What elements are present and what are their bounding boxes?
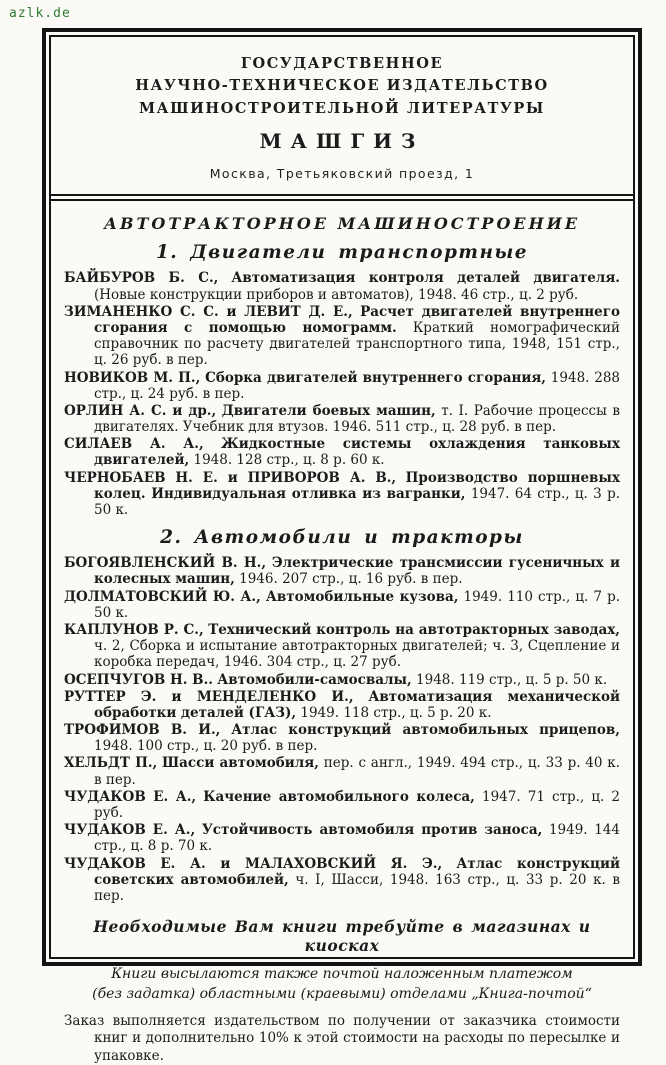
- entry-title: Автоматизация механической обработки деталей (ГАЗ),: [94, 688, 620, 721]
- entry-author: ОРЛИН А. С. и др.,: [64, 402, 217, 419]
- book-entry: [64, 822, 620, 854]
- entry-title: Атлас конструкций советских автомобилей,: [94, 855, 620, 888]
- mail-note-line-1: Книги высылаются также почтой наложенным платежом: [111, 966, 573, 983]
- book-entry: [64, 755, 620, 787]
- entry-title: Расчет двигателей внутреннего сгорания с помощью номограмм.: [94, 303, 620, 336]
- entry-title: Устойчивость автомобиля против заноса,: [201, 822, 543, 839]
- publisher-address: Москва, Третьяковский проезд, 1: [209, 166, 475, 182]
- entry-details: 1948. 128 стр., ц. 8 р. 60 к.: [193, 452, 385, 469]
- entry-title: Автомобили-самосвалы,: [217, 671, 412, 688]
- publisher-line-2: НАУЧНО-ТЕХНИЧЕСКОЕ ИЗДАТЕЛЬСТВО: [135, 77, 549, 95]
- entry-author: РУТТЕР Э. и МЕНДЕЛЕНКО И.,: [64, 688, 354, 705]
- entry-details: 1948. 119 стр., ц. 5 р. 50 к.: [416, 671, 608, 688]
- mail-note-line-2: (без задатка) областными (краевыми) отделами „Книга-почтой“: [92, 986, 592, 1003]
- entry-details: 1949. 118 стр., ц. 5 р. 20 к.: [300, 704, 492, 721]
- book-entry: [64, 370, 620, 402]
- publisher-brand: МАШГИЗ: [259, 129, 425, 154]
- entry-author: ОСЕПЧУГОВ Н. В..: [64, 671, 213, 688]
- watermark-azlk: azlk.de: [9, 6, 71, 21]
- book-entry: [64, 555, 620, 587]
- entry-details: ч. I, Шасси, 1948. 163 стр., ц. 33 р. 20 к. в пер.: [94, 871, 621, 904]
- entry-title: Автоматизация контроля деталей двигателя.: [231, 270, 620, 287]
- catalog-sections: [64, 242, 620, 904]
- section-heading-2: 2. Автомобили и тракторы: [160, 527, 524, 549]
- entry-author: ЧУДАКОВ Е. А. и МАЛАХОВСКИЙ Я. Э.,: [64, 855, 443, 872]
- book-entry: [64, 304, 620, 369]
- section-heading-1: 1. Двигатели транспортные: [155, 242, 529, 264]
- page-frame: [42, 28, 642, 1064]
- entry-author: ТРОФИМОВ В. И.,: [64, 722, 221, 739]
- book-entry: [64, 622, 620, 671]
- book-entry: [64, 789, 620, 821]
- entry-title: Шасси автомобиля,: [162, 755, 319, 772]
- entry-author: ЧУДАКОВ Е. А.,: [64, 788, 197, 805]
- entry-details: Краткий номографический справочник по расчету двигателей транспортного типа, 1948, 151 стр., ц. 26 руб. в пер.: [94, 319, 620, 369]
- entry-author: ХЕЛЬДТ П.,: [64, 755, 158, 772]
- entry-title: Жидкостные системы охлаждения танковых двигателей,: [94, 436, 620, 469]
- order-note: Заказ выполняется издательством по получении от заказчика стоимости книг и дополнительно 10% к этой стоимости на расходы по пересылке и упаковке.: [64, 1012, 620, 1064]
- entry-author: ЧУДАКОВ Е. А.,: [64, 822, 196, 839]
- book-entry: [64, 270, 620, 302]
- page-frame-inner: [49, 35, 635, 1064]
- entry-details: ч. 2, Сборка и испытание автотракторных двигателей; ч. 3, Сцепление и коробка передач, 1946. 304 стр., ц. 27 руб.: [94, 638, 620, 671]
- publisher-header: [64, 37, 620, 194]
- mail-note: [64, 964, 620, 1005]
- entry-details: 1947. 71 стр., ц. 2 руб.: [94, 788, 621, 822]
- book-entry: [64, 403, 620, 435]
- entry-author: ЧЕРНОБАЕВ Н. Е. и ПРИВОРОВ А. В.,: [64, 469, 397, 486]
- entry-author: ЗИМАНЕНКО С. С. и ЛЕВИТ Д. Е.,: [64, 303, 353, 320]
- entry-author: БАЙБУРОВ Б. С.,: [64, 270, 219, 287]
- entry-details: 1946. 207 стр., ц. 16 руб. в пер.: [239, 571, 463, 588]
- entry-details: 1949. 144 стр., ц. 8 р. 70 к.: [94, 822, 620, 855]
- entry-title: Качение автомобильного колеса,: [203, 788, 475, 805]
- entry-title: Двигатели боевых машин,: [221, 402, 436, 419]
- catalog-title: АВТОТРАКТОРНОЕ МАШИНОСТРОЕНИЕ: [103, 214, 581, 234]
- entry-title: Производство поршневых колец. Индивидуальная отливка из вагранки,: [94, 469, 620, 502]
- book-entry: [64, 470, 620, 519]
- entry-author: НОВИКОВ М. П.,: [64, 369, 201, 386]
- entry-details: (Новые конструкции приборов и автоматов), 1948. 46 стр., ц. 2 руб.: [94, 286, 579, 303]
- book-entry: [64, 436, 620, 468]
- publisher-line-1: ГОСУДАРСТВЕННОЕ: [240, 55, 444, 72]
- book-entry: [64, 589, 620, 621]
- entry-details: 1948. 288 стр., ц. 24 руб. в пер.: [94, 369, 620, 402]
- publisher-line-3: МАШИНОСТРОИТЕЛЬНОЙ ЛИТЕРАТУРЫ: [139, 99, 545, 117]
- entry-author: ДОЛМАТОВСКИЙ Ю. А.,: [64, 588, 261, 605]
- header-divider: [51, 194, 633, 201]
- footer-slogan: Необходимые Вам книги требуйте в магазинах и киосках: [93, 917, 591, 956]
- book-entry: [64, 856, 620, 905]
- entry-author: КАПЛУНОВ Р. С.,: [64, 621, 204, 638]
- entry-details: 1948. 100 стр., ц. 20 руб. в пер.: [94, 738, 318, 755]
- entry-details: т. I. Рабочие процессы в двигателях. Учебник для втузов. 1946. 511 стр., ц. 28 руб. в пер.: [94, 402, 620, 436]
- book-entry: [64, 689, 620, 721]
- entry-author: БОГОЯВЛЕНСКИЙ В. Н.,: [64, 555, 267, 572]
- entry-title: Атлас конструкций автомобильных прицепов,: [231, 722, 621, 739]
- entry-details: 1949. 110 стр., ц. 7 р. 50 к.: [94, 588, 621, 621]
- entry-title: Электрические трансмиссии гусеничных и колесных машин,: [94, 555, 621, 588]
- entry-details: пер. с англ., 1949. 494 стр., ц. 33 р. 40 к. в пер.: [94, 755, 620, 788]
- entry-details: 1947. 64 стр., ц. 3 р. 50 к.: [94, 485, 620, 519]
- entry-author: СИЛАЕВ А. А.,: [64, 436, 204, 453]
- book-entry: [64, 722, 620, 754]
- entry-title: Технический контроль на автотракторных заводах,: [208, 621, 620, 638]
- entry-title: Автомобильные кузова,: [265, 588, 459, 605]
- entry-title: Сборка двигателей внутреннего сгорания,: [205, 369, 547, 386]
- book-entry: [64, 672, 620, 688]
